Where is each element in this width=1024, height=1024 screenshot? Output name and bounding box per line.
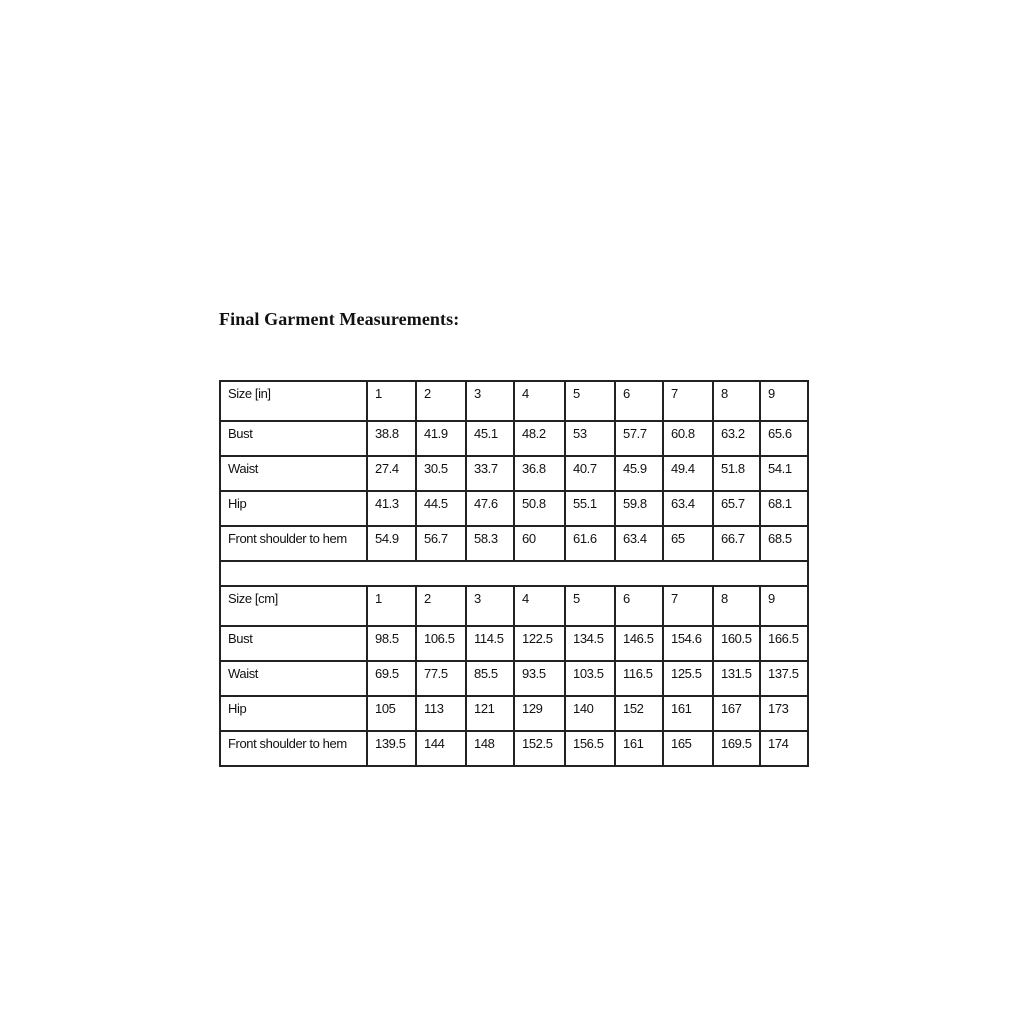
measurement-cell: 48.2 [514,421,565,456]
table-row [220,731,808,766]
measurement-cell: 85.5 [466,661,514,696]
measurement-cell: 27.4 [367,456,416,491]
measurement-cell: 114.5 [466,626,514,661]
size-unit-header: Size [in] [220,381,367,421]
measurement-cell: 116.5 [615,661,663,696]
row-label: Front shoulder to hem [220,731,367,766]
measurement-cell: 166.5 [760,626,808,661]
measurements-table [219,380,809,767]
measurement-cell: 134.5 [565,626,615,661]
measurement-cell: 41.3 [367,491,416,526]
measurement-cell: 174 [760,731,808,766]
row-label: Bust [220,626,367,661]
measurement-cell: 160.5 [713,626,760,661]
size-header-cell: 5 [565,381,615,421]
inches-header-row [220,381,808,421]
row-label: Waist [220,456,367,491]
measurement-cell: 65.7 [713,491,760,526]
measurement-cell: 44.5 [416,491,466,526]
measurement-cell: 152.5 [514,731,565,766]
row-label: Hip [220,696,367,731]
measurement-cell: 65 [663,526,713,561]
measurement-cell: 63.2 [713,421,760,456]
size-header-cell: 3 [466,586,514,626]
measurement-cell: 131.5 [713,661,760,696]
measurement-cell: 129 [514,696,565,731]
measurement-cell: 148 [466,731,514,766]
measurement-cell: 165 [663,731,713,766]
measurement-cell: 51.8 [713,456,760,491]
measurement-cell: 93.5 [514,661,565,696]
measurement-cell: 125.5 [663,661,713,696]
measurement-cell: 113 [416,696,466,731]
measurement-cell: 152 [615,696,663,731]
size-header-cell: 8 [713,381,760,421]
measurement-cell: 103.5 [565,661,615,696]
measurement-cell: 60.8 [663,421,713,456]
table-row [220,491,808,526]
measurement-cell: 144 [416,731,466,766]
size-header-cell: 2 [416,586,466,626]
measurement-cell: 106.5 [416,626,466,661]
measurement-cell: 139.5 [367,731,416,766]
measurement-cell: 122.5 [514,626,565,661]
measurement-cell: 140 [565,696,615,731]
measurement-cell: 98.5 [367,626,416,661]
measurement-cell: 137.5 [760,661,808,696]
measurement-cell: 30.5 [416,456,466,491]
measurement-cell: 69.5 [367,661,416,696]
centimeters-header-row [220,586,808,626]
size-header-cell: 5 [565,586,615,626]
size-header-cell: 2 [416,381,466,421]
measurement-cell: 154.6 [663,626,713,661]
size-header-cell: 9 [760,586,808,626]
measurement-cell: 55.1 [565,491,615,526]
measurement-cell: 58.3 [466,526,514,561]
row-label: Waist [220,661,367,696]
measurement-cell: 63.4 [615,526,663,561]
measurement-cell: 38.8 [367,421,416,456]
measurement-cell: 54.1 [760,456,808,491]
measurement-cell: 47.6 [466,491,514,526]
measurement-cell: 66.7 [713,526,760,561]
measurement-cell: 49.4 [663,456,713,491]
table-row [220,421,808,456]
size-header-cell: 4 [514,586,565,626]
spacer-cell [220,561,808,586]
row-label: Bust [220,421,367,456]
size-header-cell: 4 [514,381,565,421]
measurement-cell: 167 [713,696,760,731]
measurement-cell: 68.5 [760,526,808,561]
measurement-cell: 57.7 [615,421,663,456]
measurement-cell: 156.5 [565,731,615,766]
table-row [220,626,808,661]
measurement-cell: 161 [615,731,663,766]
size-header-cell: 6 [615,586,663,626]
measurement-cell: 40.7 [565,456,615,491]
measurement-cell: 146.5 [615,626,663,661]
table-row [220,696,808,731]
size-unit-header: Size [cm] [220,586,367,626]
size-header-cell: 6 [615,381,663,421]
measurement-cell: 50.8 [514,491,565,526]
measurement-cell: 36.8 [514,456,565,491]
measurement-cell: 54.9 [367,526,416,561]
measurement-cell: 65.6 [760,421,808,456]
measurement-cell: 45.9 [615,456,663,491]
measurement-cell: 63.4 [663,491,713,526]
size-header-cell: 1 [367,586,416,626]
row-label: Hip [220,491,367,526]
measurement-cell: 33.7 [466,456,514,491]
table-row [220,661,808,696]
size-header-cell: 3 [466,381,514,421]
size-header-cell: 8 [713,586,760,626]
size-header-cell: 7 [663,586,713,626]
table-row [220,526,808,561]
measurement-cell: 41.9 [416,421,466,456]
size-header-cell: 7 [663,381,713,421]
measurement-cell: 169.5 [713,731,760,766]
page-title: Final Garment Measurements: [219,309,460,329]
measurement-cell: 45.1 [466,421,514,456]
size-header-cell: 1 [367,381,416,421]
measurement-cell: 77.5 [416,661,466,696]
measurement-cell: 53 [565,421,615,456]
measurement-cell: 59.8 [615,491,663,526]
measurement-cell: 56.7 [416,526,466,561]
measurement-cell: 121 [466,696,514,731]
row-label: Front shoulder to hem [220,526,367,561]
section-spacer-row [220,561,808,586]
measurement-cell: 61.6 [565,526,615,561]
measurement-cell: 60 [514,526,565,561]
measurement-cell: 173 [760,696,808,731]
measurement-cell: 161 [663,696,713,731]
table-row [220,456,808,491]
measurement-cell: 105 [367,696,416,731]
size-header-cell: 9 [760,381,808,421]
measurement-cell: 68.1 [760,491,808,526]
